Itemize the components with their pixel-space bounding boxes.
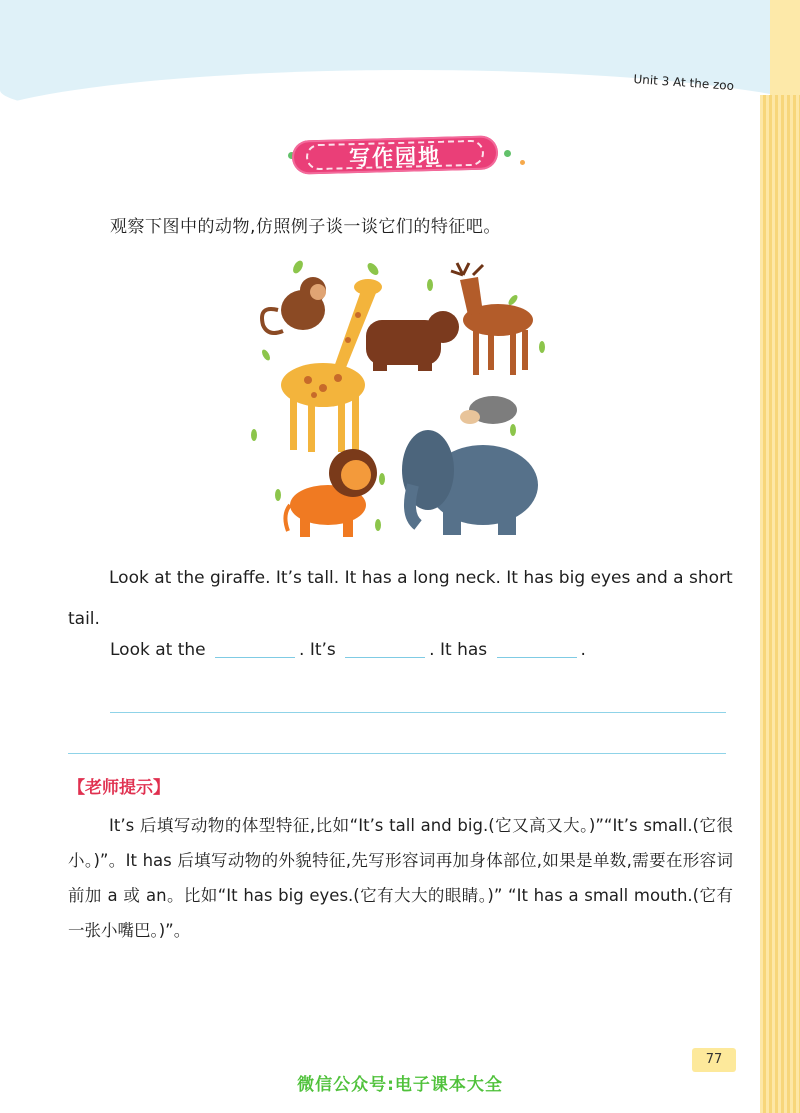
page-edge-stripes [760,95,800,1113]
example-paragraph: Look at the giraffe. It’s tall. It has a long neck. It has big eyes and a short tail. [68,568,733,629]
elephant-icon [402,430,538,535]
writing-line-2[interactable] [68,753,726,754]
footer-watermark: 微信公众号:电子课本大全 [297,1075,503,1095]
animals-illustration [248,255,548,545]
instruction-text: 观察下图中的动物,仿照例子谈一谈它们的特征吧。 [110,217,501,237]
deer-icon [451,263,533,375]
teacher-tips-body: It’s 后填写动物的体型特征,比如“It’s tall and big.(它又高又大。)”“It’s small.(它很小。)”。It has 后填写动物的外貌特征,先写形容词再加身体部位,如果是单数,需要在形容词前加 a 或 an。比如“It has big eyes.(它有大大的眼睛。)” “It has a small mouth.(它有一张小嘴巴。)”。 [68,816,733,940]
section-title: 写作园地 [348,143,442,171]
unit-header: Unit 3 At the zoo [633,72,735,93]
fill-in-text-4: . [580,640,586,660]
bear-icon [366,311,459,371]
monkey-icon [262,277,326,333]
decor-dot [520,160,525,165]
teacher-tips-title: 【老师提示】 [68,778,170,798]
decor-dot [504,150,511,157]
fill-in-text-1: Look at the [110,640,206,660]
page-number: 77 [692,1048,736,1072]
section-banner [292,135,499,174]
writing-line-1[interactable] [110,712,726,713]
size-blank[interactable] [345,639,425,658]
hedgehog-icon [460,396,517,424]
feature-blank[interactable] [497,639,577,658]
fill-in-sentence [110,639,586,660]
fill-in-text-3: . It has [429,640,488,660]
lion-icon [285,449,377,537]
fill-in-text-2: . It’s [299,640,336,660]
animal-blank[interactable] [215,639,295,658]
